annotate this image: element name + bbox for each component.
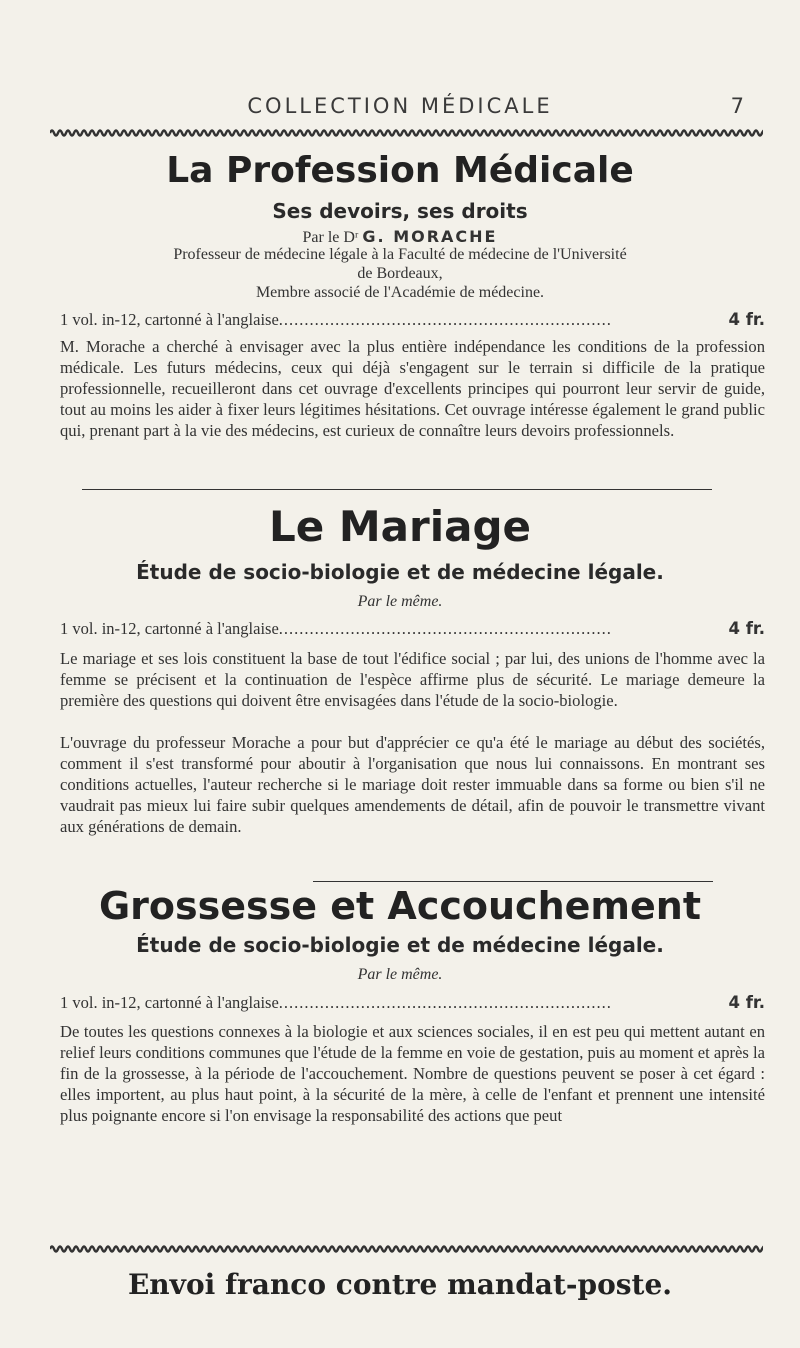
book-2-format: 1 vol. in-12, cartonné à l'anglaise	[60, 619, 279, 638]
separator-rule	[82, 489, 712, 490]
book-3-price: 4 fr.	[725, 993, 765, 1012]
book-2-description-2: L'ouvrage du professeur Morache a pour but d'apprécier ce qu'a été le mariage au début des sociétés, comment il s'est transformé pour aboutir à l'organisation que nous lui connaissons. En montrant ses conditions actuelles, l'auteur recherche si le mariage doit rester immuable dans sa forme ou bien s'il ne vaudrait pas mieux lui faire subir quelques amendements de détail, afin de pouvoir le transmettre vivant aux générations de demain.	[60, 733, 765, 836]
author-prefix: Par le Dʳ	[302, 229, 359, 246]
book-1-price: 4 fr.	[725, 310, 765, 329]
book-1-credential-3: Membre associé de l'Académie de médecine.	[255, 284, 545, 301]
book-2-price-line: 1 vol. in-12, cartonné à l'anglaise................................................................. 4 fr.	[60, 619, 765, 638]
book-3-author	[0, 966, 800, 984]
book-2-subtitle: Étude de socio-biologie et de médecine légale.	[136, 560, 664, 584]
wavy-rule-bottom	[50, 1244, 763, 1254]
book-1-author	[0, 227, 800, 247]
book-3-price-line: 1 vol. in-12, cartonné à l'anglaise................................................................. 4 fr.	[60, 993, 765, 1012]
book-1-subtitle: Ses devoirs, ses droits	[272, 199, 528, 223]
book-2-description-1: Le mariage et ses lois constituent la base de tout l'édifice social ; par lui, des unions de l'homme avec la femme se précisent et la continuation de l'espèce affirme plus de sécurité. Le mariage demeure la première des questions qui doivent être envisagées dans l'étude de la socio-biologie.	[60, 649, 765, 710]
book-2-price: 4 fr.	[725, 619, 765, 638]
author-line: Par le même.	[357, 966, 443, 983]
book-3-format: 1 vol. in-12, cartonné à l'anglaise	[60, 993, 279, 1012]
book-1-credential-2: de Bordeaux,	[357, 265, 443, 282]
book-1-format: 1 vol. in-12, cartonné à l'anglaise	[60, 310, 279, 329]
book-1-description: M. Morache a cherché à envisager avec la plus entière indépendance les conditions de la profession médicale. Les futurs médecins, ceux qui déjà s'engagent sur le terrain si difficile de la pratique professionnelle, recueilleront dans cet ouvrage d'excellents principes qui pourront leur servir de guide, tout au moins les aider à fixer leurs légitimes hésitations. Cet ouvrage intéresse également le grand public qui, prenant part à la vie des médecins, est curieux de connaître leurs devoirs professionnels.	[60, 337, 765, 440]
footer-note: Envoi franco contre mandat-poste.	[127, 1268, 673, 1301]
author-line: Par le même.	[357, 593, 443, 610]
page-number: 7	[730, 94, 744, 118]
book-3-title: Grossesse et Accouchement	[98, 884, 701, 928]
book-1-price-line: 1 vol. in-12, cartonné à l'anglaise................................................................. 4 fr.	[60, 310, 765, 329]
separator-rule	[313, 881, 713, 882]
book-2-author	[0, 593, 800, 611]
book-2-title: Le Mariage	[268, 502, 531, 551]
collection-title: COLLECTION MÉDICALE	[247, 94, 553, 118]
author-name: G. MORACHE	[362, 227, 498, 246]
book-1-credential-1: Professeur de médecine légale à la Faculté de médecine de l'Université	[173, 246, 627, 263]
wavy-rule-top	[50, 128, 763, 138]
running-head	[0, 94, 800, 124]
book-3-description: De toutes les questions connexes à la biologie et aux sciences sociales, il en est peu qui mettent autant en relief leurs conditions communes que l'étude de la femme en voie de gestation, puis au moment et après la fin de la grossesse, à la période de l'accouchement. Nombre de questions peuvent se poser à cet égard : elles importent, au plus haut point, à la sécurité de la mère, à celle de l'enfant et prennent une intensité plus poignante encore si l'on envisage la responsabilité des actions que peut	[60, 1022, 765, 1125]
book-3-subtitle: Étude de socio-biologie et de médecine légale.	[136, 933, 664, 957]
book-1-title: La Profession Médicale	[166, 150, 634, 191]
